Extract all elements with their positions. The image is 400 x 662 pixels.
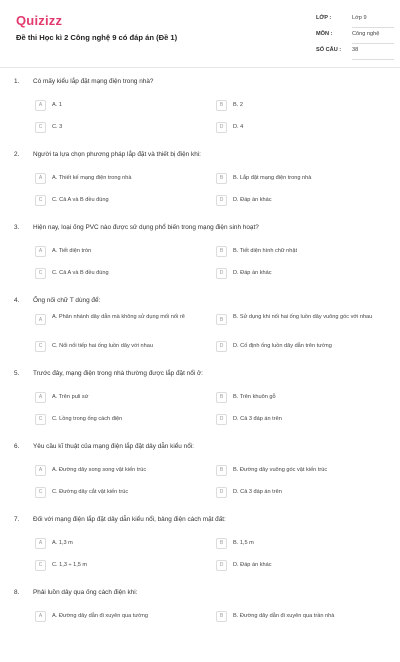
option-c[interactable] <box>35 267 202 279</box>
option-text: B. Trên khuôn gỗ <box>233 393 276 400</box>
option-text: D. 4 <box>233 123 244 130</box>
question-text: Người ta lựa chọn phương pháp lắp đặt và thiết bị điện khi: <box>33 151 201 158</box>
question-5 <box>0 370 400 443</box>
question-2 <box>0 151 400 224</box>
option-letter-box: D <box>216 122 227 133</box>
option-b[interactable] <box>216 314 383 336</box>
question-text: Yêu cầu kĩ thuật của mạng điện lắp đặt dây dẫn kiểu nổi: <box>33 443 194 450</box>
option-b[interactable] <box>216 464 383 476</box>
option-letter-box: B <box>216 392 227 403</box>
option-a[interactable] <box>35 391 202 403</box>
option-b[interactable] <box>216 610 383 622</box>
worksheet-header <box>0 0 400 66</box>
option-text: D. Cả 3 đáp án trên <box>233 488 282 495</box>
option-b[interactable] <box>216 391 383 403</box>
question-number: 7. <box>14 516 20 523</box>
option-letter-box: B <box>216 611 227 622</box>
option-a[interactable] <box>35 314 202 336</box>
question-number: 1. <box>14 78 20 85</box>
worksheet-meta <box>316 13 394 61</box>
option-text: B. 1,5 m <box>233 539 254 546</box>
meta-label: LỚP : <box>316 15 332 21</box>
question-number: 5. <box>14 370 20 377</box>
quizizz-logo: Quizizz <box>16 13 63 28</box>
option-text: D. Cố định ống luồn dây dẫn trên tường <box>233 342 332 349</box>
option-text: C. Lồng trong ống cách điện <box>52 415 123 422</box>
option-letter-box: C <box>35 414 46 425</box>
option-letter-box: A <box>35 611 46 622</box>
question-7 <box>0 516 400 589</box>
option-letter-box: D <box>216 560 227 571</box>
option-letter-box: A <box>35 100 46 111</box>
option-text: B. Đường dây dẫn đi xuyên qua trần nhà <box>233 612 335 619</box>
option-letter-box: C <box>35 487 46 498</box>
option-c[interactable] <box>35 194 202 206</box>
option-text: A. 1 <box>52 101 62 108</box>
option-letter-box: D <box>216 414 227 425</box>
option-text: D. Đáp án khác <box>233 196 272 203</box>
question-text: Hiện nay, loại ống PVC nào được sử dụng phổ biến trong mạng điện sinh hoạt? <box>33 224 259 231</box>
option-letter-box: B <box>216 314 227 325</box>
option-letter-box: D <box>216 268 227 279</box>
option-letter-box: A <box>35 538 46 549</box>
question-list <box>0 78 400 662</box>
option-text: A. Tiết diện tròn <box>52 247 92 254</box>
option-letter-box: B <box>216 538 227 549</box>
option-letter-box: B <box>216 173 227 184</box>
question-number: 3. <box>14 224 20 231</box>
option-text: C. Nối nối tiếp hai ống luồn dây với nhau <box>52 342 154 349</box>
question-text: Ống nối chữ T dùng để: <box>33 297 101 304</box>
option-text: B. Sử dụng khi nối hai ống luồn dây vuông góc với nhau <box>233 314 373 320</box>
option-text: A. Thiết kế mạng điện trong nhà <box>52 174 132 181</box>
question-text: Phải luồn dây qua ống cách điện khi: <box>33 589 138 596</box>
meta-value: 38 <box>352 45 394 60</box>
option-c[interactable] <box>35 559 202 571</box>
option-text: B. Lắp đặt mạng điện trong nhà <box>233 174 312 181</box>
worksheet-title: Đề thi Học kì 2 Công nghệ 9 có đáp án (Đề 1) <box>16 33 178 42</box>
option-text: B. Tiết diện hình chữ nhật <box>233 247 298 254</box>
question-number: 2. <box>14 151 20 158</box>
option-b[interactable] <box>216 537 383 549</box>
option-text: D. Đáp án khác <box>233 561 272 568</box>
option-text: A. Đường dây dẫn đi xuyên qua tường <box>52 612 148 619</box>
option-a[interactable] <box>35 610 202 622</box>
meta-label: MÔN : <box>316 31 333 37</box>
meta-row-class <box>316 13 394 29</box>
option-c[interactable] <box>35 121 202 133</box>
option-text: A. Đường dây song song vật kiến trúc <box>52 466 147 473</box>
option-d[interactable] <box>216 194 383 206</box>
option-text: A. Phân nhánh dây dẫn mà không sử dụng mối nối rẽ <box>52 314 185 320</box>
option-letter-box: A <box>35 392 46 403</box>
option-text: C. Cả A và B đều đúng <box>52 196 109 203</box>
option-text: B. 2 <box>233 101 243 108</box>
option-a[interactable] <box>35 99 202 111</box>
option-letter-box: A <box>35 246 46 257</box>
question-number: 4. <box>14 297 20 304</box>
question-number: 6. <box>14 443 20 450</box>
option-text: C. Đường dây cắt vật kiến trúc <box>52 488 129 495</box>
option-text: A. Trên puli sứ <box>52 393 89 400</box>
option-letter-box: C <box>35 122 46 133</box>
option-c[interactable] <box>35 340 202 352</box>
option-letter-box: A <box>35 314 46 325</box>
meta-row-question-count <box>316 45 394 61</box>
option-a[interactable] <box>35 172 202 184</box>
option-letter-box: B <box>216 100 227 111</box>
option-letter-box: D <box>216 195 227 206</box>
option-d[interactable] <box>216 121 383 133</box>
option-c[interactable] <box>35 413 202 425</box>
option-letter-box: C <box>35 195 46 206</box>
option-c[interactable] <box>35 486 202 498</box>
option-text: C. 3 <box>52 123 63 130</box>
question-6 <box>0 443 400 516</box>
option-letter-box: C <box>35 341 46 352</box>
meta-label: SỐ CÂU : <box>316 47 342 53</box>
option-text: D. Đáp án khác <box>233 269 272 276</box>
option-letter-box: B <box>216 465 227 476</box>
option-b[interactable] <box>216 172 383 184</box>
option-letter-box: C <box>35 560 46 571</box>
option-a[interactable] <box>35 537 202 549</box>
question-1 <box>0 78 400 151</box>
option-d[interactable] <box>216 486 383 498</box>
option-a[interactable] <box>35 245 202 257</box>
option-letter-box: B <box>216 246 227 257</box>
option-text: A. 1,3 m <box>52 539 73 546</box>
question-number: 8. <box>14 589 20 596</box>
option-d[interactable] <box>216 340 383 352</box>
question-text: Trước đây, mạng điện trong nhà thường được lắp đặt nổi ở: <box>33 370 203 377</box>
option-d[interactable] <box>216 413 383 425</box>
meta-value: Lớp 9 <box>352 13 394 28</box>
option-letter-box: C <box>35 268 46 279</box>
meta-row-subject <box>316 29 394 45</box>
option-a[interactable] <box>35 464 202 476</box>
option-letter-box: D <box>216 487 227 498</box>
option-text: B. Đường dây vuông góc vật kiến trúc <box>233 466 328 473</box>
option-b[interactable] <box>216 99 383 111</box>
option-b[interactable] <box>216 245 383 257</box>
question-text: Đối với mạng điện lắp đặt dây dẫn kiểu nổi, bảng điện cách mặt đất: <box>33 516 226 523</box>
option-text: C. 1,3 ÷ 1,5 m <box>52 561 88 568</box>
meta-value: Công nghệ <box>352 29 394 44</box>
option-text: C. Cả A và B đều đúng <box>52 269 109 276</box>
option-letter-box: A <box>35 173 46 184</box>
option-letter-box: A <box>35 465 46 476</box>
option-letter-box: D <box>216 341 227 352</box>
question-4 <box>0 297 400 370</box>
question-3 <box>0 224 400 297</box>
question-text: Có mấy kiểu lắp đặt mạng điện trong nhà? <box>33 78 154 85</box>
header-divider <box>0 67 400 68</box>
option-d[interactable] <box>216 559 383 571</box>
option-d[interactable] <box>216 267 383 279</box>
option-text: D. Cả 3 đáp án trên <box>233 415 282 422</box>
